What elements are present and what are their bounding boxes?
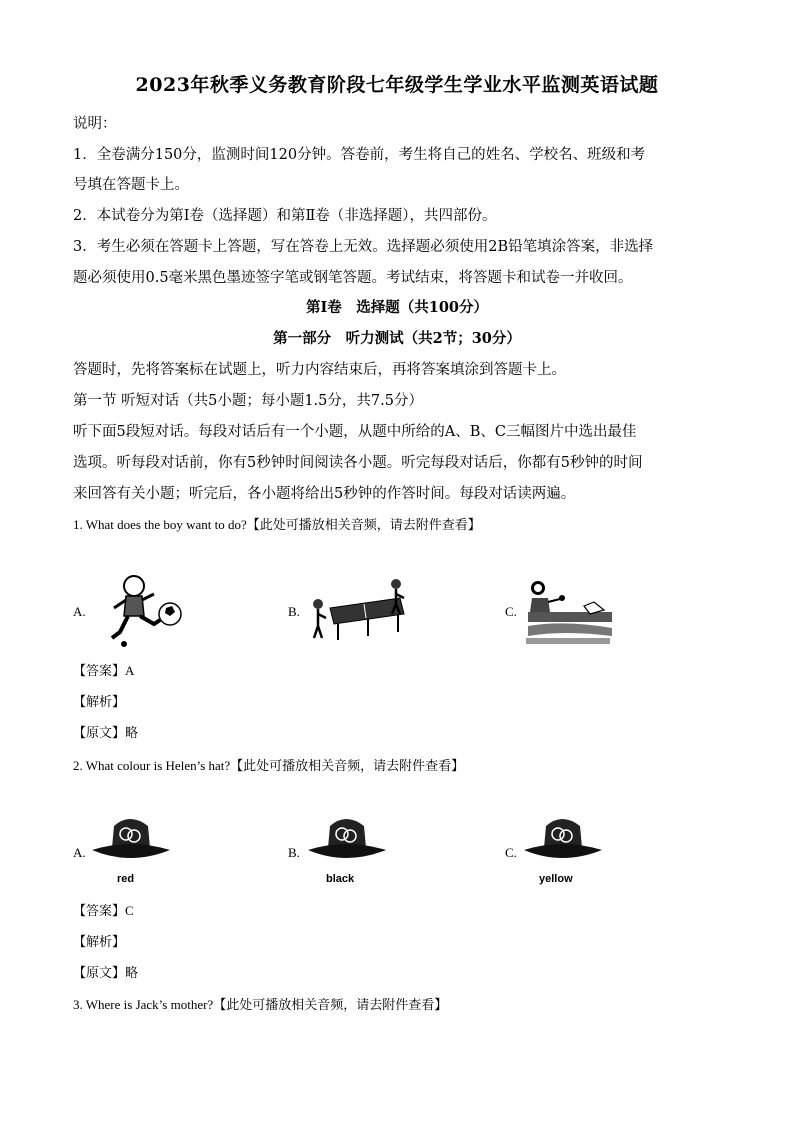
instructions-heading: 说明： <box>73 116 117 132</box>
section1-desc-c: 来回答有关小题；听完后，各小题将给出5秒钟的作答时间。每段对话读两遍。 <box>73 486 576 502</box>
hat-c-label: yellow <box>539 873 573 885</box>
section1-desc-a: 听下面5段短对话。每段对话后有一个小题，从题中所给的A、B、C三幅图片中选出最佳 <box>73 424 637 440</box>
part1-heading: 第一部分 听力测试（共2节；30分） <box>273 330 521 347</box>
instruction-2: 2．本试卷分为第Ⅰ卷（选择题）和第Ⅱ卷（非选择题），共四部份。 <box>73 208 497 224</box>
q1-original: 【原文】略 <box>73 725 139 740</box>
q2-option-a-label: A. <box>73 845 86 860</box>
section1-heading: 第一节 听短对话（共5小题；每小题1.5分，共7.5分） <box>73 393 423 409</box>
part1-note: 答题时，先将答案标在试题上，听力内容结束后，再将答案填涂到答题卡上。 <box>73 362 566 378</box>
instruction-3b: 题必须使用0.5毫米黑色墨迹签字笔或钢笔答题。考试结束，将答题卡和试卷一并收回。 <box>73 270 633 286</box>
q1-option-a-label: A. <box>73 604 86 619</box>
page-title: 2023年秋季义务教育阶段七年级学生学业水平监测英语试题 <box>135 74 659 96</box>
q2-option-c-label: C. <box>505 845 517 860</box>
instruction-3a: 3．考生必须在答题卡上答题，写在答卷上无效。选择题必须使用2B铅笔填涂答案，非选择 <box>73 239 654 255</box>
section1-desc-b: 选项。听每段对话前，你有5秒钟时间阅读各小题。听完每段对话后，你都有5秒钟的时间 <box>73 455 643 471</box>
hat-c-image <box>522 814 604 866</box>
q1-analysis: 【解析】 <box>73 694 126 709</box>
hat-a-label: red <box>117 873 135 885</box>
question-3-text: 3. Where is Jack’s mother?【此处可播放相关音频，请去附件查看】 <box>73 997 448 1012</box>
q2-analysis: 【解析】 <box>73 934 126 949</box>
q1-answer: 【答案】A <box>73 663 135 678</box>
hat-b-image <box>306 814 388 866</box>
instruction-1a: 1．全卷满分150分，监测时间120分钟。答卷前，考生将自己的姓名、学校名、班级和考 <box>73 147 646 163</box>
painting-girl-image <box>524 576 612 648</box>
q2-answer: 【答案】C <box>73 903 134 918</box>
hat-b-label: black <box>326 873 355 885</box>
q1-option-c-label: C. <box>505 604 517 619</box>
question-1-text: 1. What does the boy want to do?【此处可播放相关音频，请去附件查看】 <box>73 517 481 532</box>
boy-playing-football-image <box>84 572 184 650</box>
q1-option-b-label: B. <box>288 604 300 619</box>
hat-a-image <box>90 814 172 866</box>
volume1-heading: 第Ⅰ卷 选择题（共100分） <box>305 299 489 316</box>
question-2-text: 2. What colour is Helen’s hat?【此处可播放相关音频，请去附件查看】 <box>73 758 465 773</box>
q2-option-b-label: B. <box>288 845 300 860</box>
table-tennis-image <box>308 574 416 646</box>
q2-original: 【原文】略 <box>73 965 139 980</box>
instruction-1b: 号填在答题卡上。 <box>73 177 189 193</box>
